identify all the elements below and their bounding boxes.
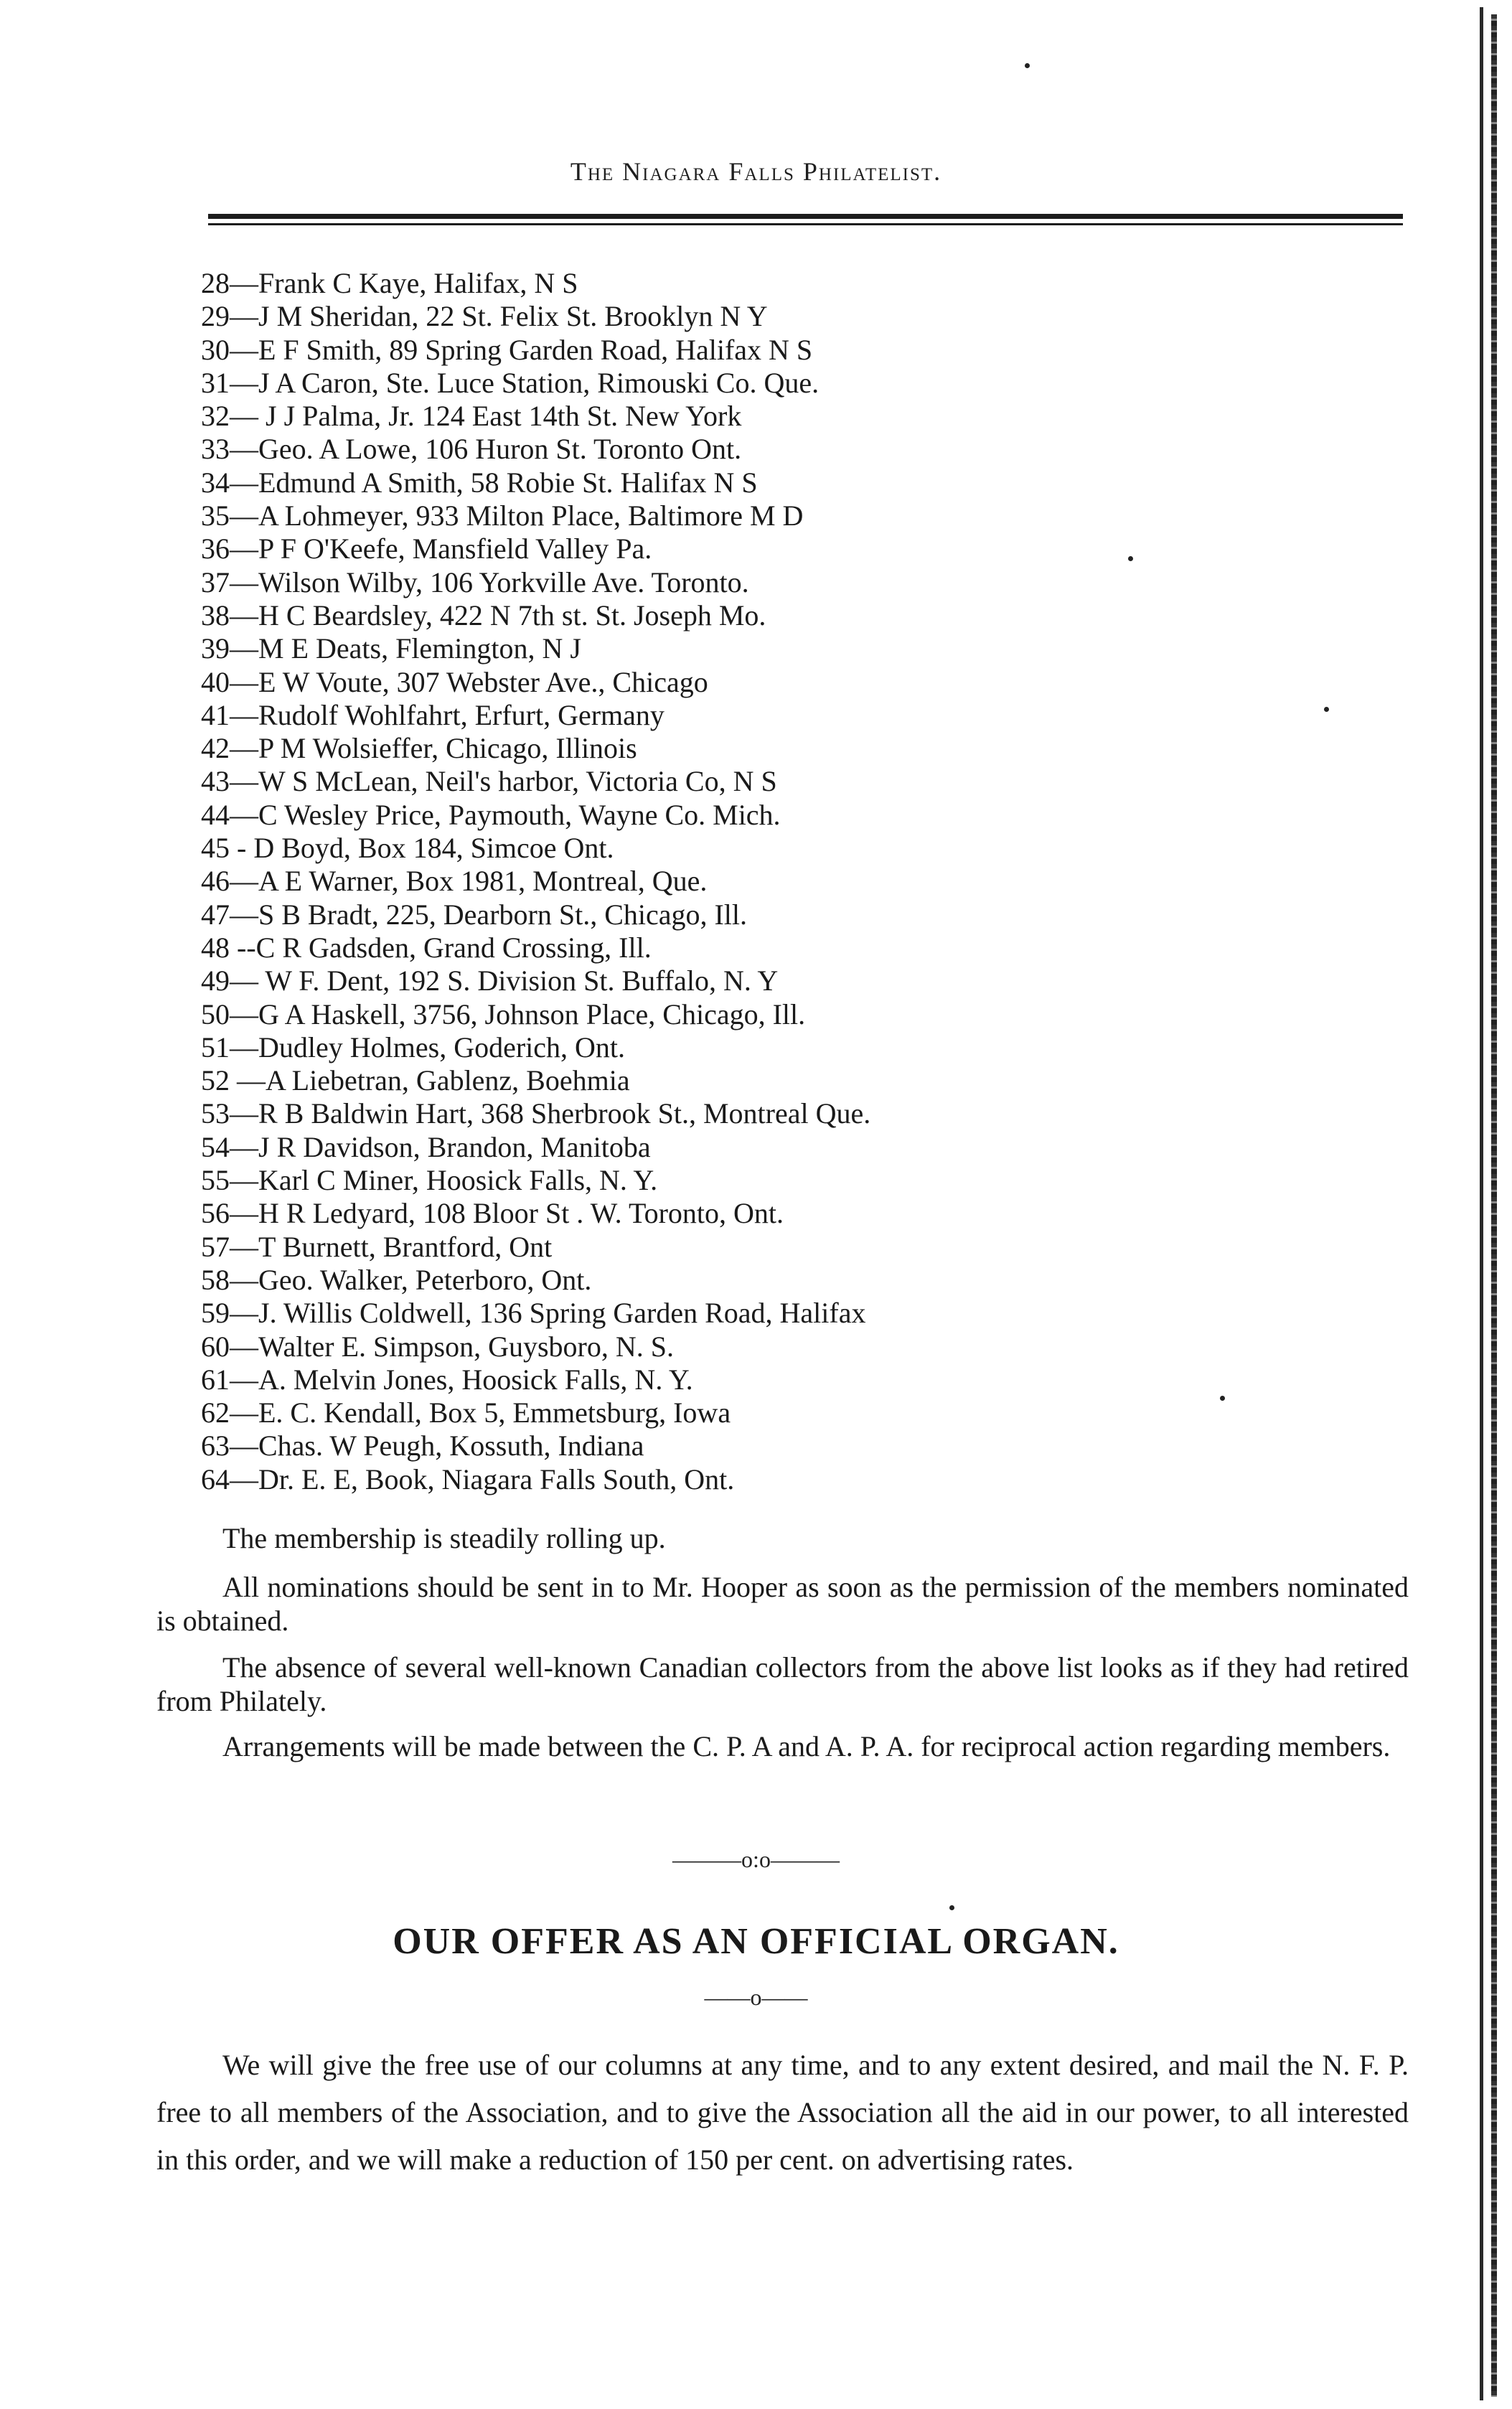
binding-edge [1491,14,1497,2397]
section-heading: OUR OFFER AS AN OFFICIAL ORGAN. [393,1921,1119,1962]
list-item: 52 —A Liebetran, Gablenz, Boehmia [201,1064,630,1097]
list-item: 51—Dudley Holmes, Goderich, Ont. [201,1030,626,1063]
paragraph-absence [156,1650,1409,1718]
list-item: 50—G A Haskell, 3756, Johnson Place, Chicago, Ill. [201,997,806,1030]
paragraph-text: The absence of several well-known Canadian collectors from the above list looks as if they had retired from Philately. [156,1651,1409,1717]
list-item: 29—J M Sheridan, 22 St. Felix St. Brooklyn N Y [201,300,768,333]
paragraph-text: All nominations should be sent in to Mr. Hooper as soon as the permission of the members nominated is obtained. [156,1571,1409,1637]
list-item: 63—Chas. W Peugh, Kossuth, Indiana [201,1429,644,1462]
list-item: 34—Edmund A Smith, 58 Robie St. Halifax N S [201,466,758,499]
list-item: 54—J R Davidson, Brandon, Manitoba [201,1130,651,1163]
list-item: 44—C Wesley Price, Paymouth, Wayne Co. Mich. [201,798,781,831]
heading-separator: ——o—— [704,1984,808,2010]
list-item: 33—Geo. A Lowe, 106 Huron St. Toronto Ont. [201,433,742,466]
list-item: 31—J A Caron, Ste. Luce Station, Rimouski Co. Que. [201,366,820,399]
list-item: 58—Geo. Walker, Peterboro, Ont. [201,1263,592,1296]
paragraph-arrangements [156,1729,1409,1763]
list-item: 36—P F O'Keefe, Mansfield Valley Pa. [201,532,652,565]
paragraph-text: Arrangements will be made between the C. P. A and A. P. A. for reciprocal action regarding members. [222,1730,1391,1762]
paragraph-membership [156,1521,1409,1555]
list-item: 45 - D Boyd, Box 184, Simcoe Ont. [201,832,614,865]
list-item: 57—T Burnett, Brantford, Ont [201,1230,553,1263]
ink-speck [1025,63,1030,68]
list-item: 48 --C R Gadsden, Grand Crossing, Ill. [201,931,652,964]
paragraph-nominations [156,1570,1409,1638]
list-item: 28—Frank C Kaye, Halifax, N S [201,267,578,299]
list-item: 39—M E Deats, Flemington, N J [201,632,581,665]
list-item: 49— W F. Dent, 192 S. Division St. Buffalo, N. Y [201,964,779,997]
list-item: 55—Karl C Miner, Hoosick Falls, N. Y. [201,1164,658,1197]
list-item: 53—R B Baldwin Hart, 368 Sherbrook St., Montreal Que. [201,1097,871,1130]
list-item: 47—S B Bradt, 225, Dearborn St., Chicago, Ill. [201,898,748,931]
list-item: 42—P M Wolsieffer, Chicago, Illinois [201,732,637,765]
running-head: The Niagara Falls Philatelist. [570,157,942,186]
list-item: 35—A Lohmeyer, 933 Milton Place, Baltimore M D [201,499,804,532]
list-item: 64—Dr. E. E, Book, Niagara Falls South, Ont. [201,1462,735,1495]
page-border-line [1480,7,1483,2400]
list-item: 38—H C Beardsley, 422 N 7th st. St. Joseph Mo. [201,598,766,631]
list-item: 41—Rudolf Wohlfahrt, Erfurt, Germany [201,698,665,731]
list-item: 43—W S McLean, Neil's harbor, Victoria Co, N S [201,765,777,798]
list-item: 59—J. Willis Coldwell, 136 Spring Garden Road, Halifax [201,1297,866,1330]
offer-paragraph [156,2042,1409,2184]
list-item: 30—E F Smith, 89 Spring Garden Road, Halifax N S [201,333,813,366]
header-rule-thin [208,223,1403,225]
header-rule-thick [208,214,1403,219]
list-item: 56—H R Ledyard, 108 Bloor St . W. Toronto, Ont. [201,1197,784,1230]
list-item: 37—Wilson Wilby, 106 Yorkville Ave. Toronto. [201,565,749,598]
list-item: 60—Walter E. Simpson, Guysboro, N. S. [201,1330,674,1363]
ink-speck [949,1905,954,1910]
offer-text: We will give the free use of our columns at any time, and to any extent desired, and mail the N. F. P. free to all members of the Association, and to give the Association all the aid in our power, to all interested in this order, and we will make a reduction of 150 per cent. on advertising rates. [156,2049,1409,2176]
list-item: 40—E W Voute, 307 Webster Ave., Chicago [201,665,708,698]
list-item: 32— J J Palma, Jr. 124 East 14th St. New York [201,400,742,433]
list-item: 62—E. C. Kendall, Box 5, Emmetsburg, Iowa [201,1396,731,1429]
paragraph-text: The membership is steadily rolling up. [222,1522,666,1554]
list-item: 61—A. Melvin Jones, Hoosick Falls, N. Y. [201,1363,693,1396]
member-list [201,267,1435,1496]
list-item: 46—A E Warner, Box 1981, Montreal, Que. [201,865,708,898]
section-separator: ———o:o——— [672,1846,840,1872]
